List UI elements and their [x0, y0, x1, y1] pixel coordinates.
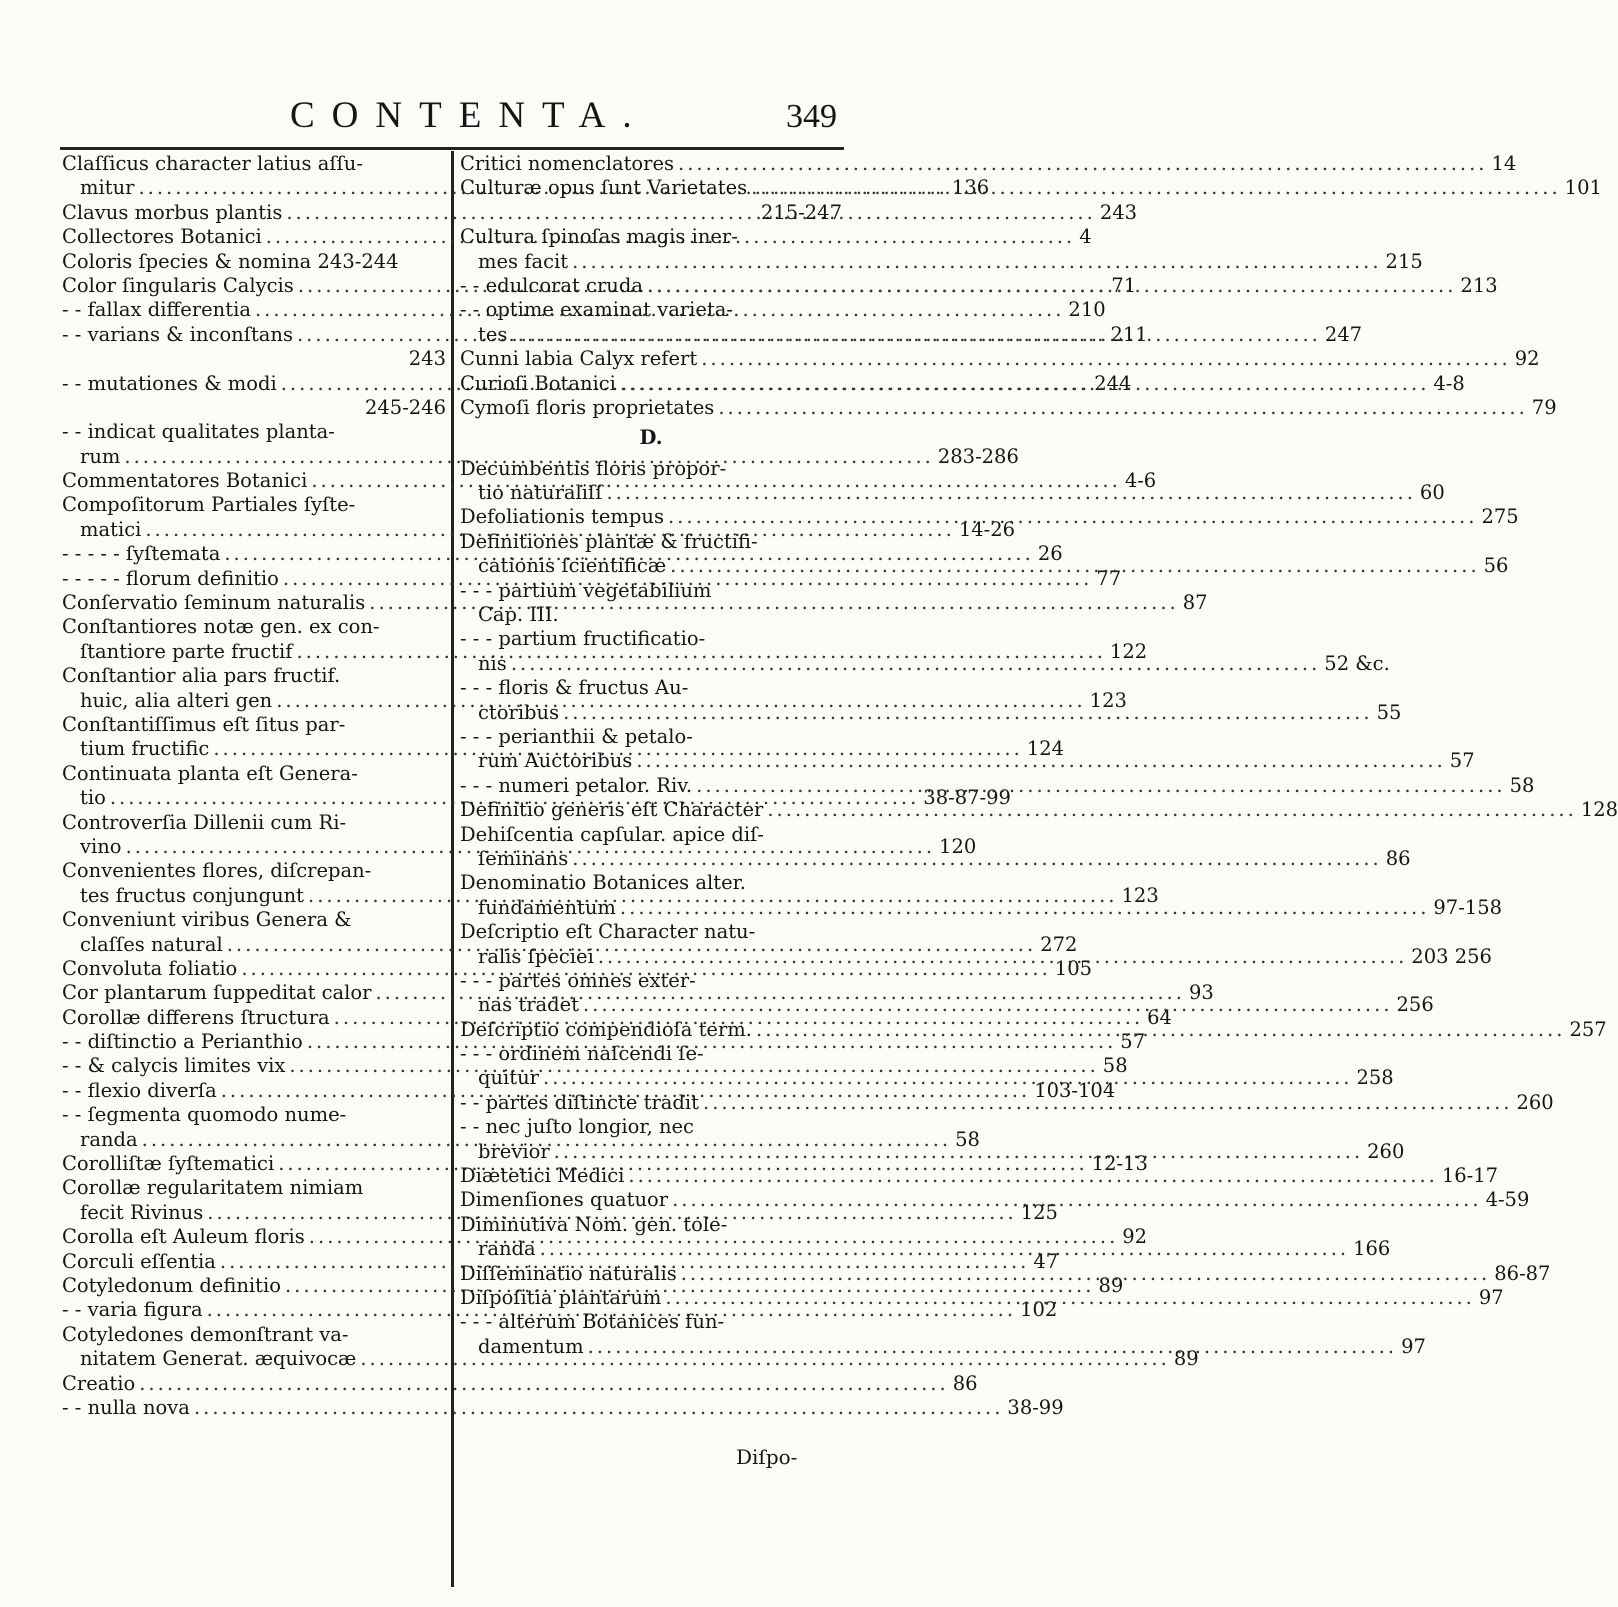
entry-text: Diætetici Medici	[460, 1164, 625, 1188]
leader-dots	[751, 176, 1560, 200]
page-reference: 101	[1564, 176, 1602, 200]
entry-text: tium fructific	[80, 737, 210, 761]
entry-text: Deſcriptio compendioſa term.	[460, 1017, 752, 1041]
entry-text: - - partes diſtincte tradit	[460, 1090, 699, 1114]
entry-text: Cunni labia Calyx refert	[460, 347, 698, 371]
entry-text: - - - partium fructificatio-	[460, 627, 706, 651]
entry-text: nitatem Generat. æquivocæ	[80, 1347, 357, 1371]
entry-text: Diſpoſitia plantarum	[460, 1285, 662, 1309]
index-entry	[460, 871, 842, 895]
index-entry	[460, 457, 842, 481]
index-entry	[460, 395, 1557, 420]
entry-text: - - - floris & fructus Au-	[460, 676, 689, 700]
index-entry	[62, 762, 446, 786]
index-entry	[460, 969, 842, 993]
page-reference: 86	[1385, 846, 1411, 870]
entry-text: Coloris ſpecies & nomina 243-244	[62, 249, 399, 273]
page-reference: 123	[1089, 688, 1127, 712]
page-reference: 4	[1079, 225, 1092, 249]
entry-text: Conſtantiſſimus eſt ſitus par-	[62, 712, 346, 736]
section-letter: D.	[639, 426, 663, 450]
page-reference: 260	[1516, 1090, 1554, 1114]
page-reference: 4-59	[1485, 1188, 1530, 1212]
entry-text: nis	[478, 651, 507, 675]
entry-text: - - - numeri petalor. Riv.	[460, 773, 693, 797]
page-reference: 4-8	[1433, 371, 1465, 395]
leader-dots	[598, 945, 1407, 969]
entry-text: Definitio generis eſt Character	[460, 798, 764, 822]
page-reference: 97	[1401, 1334, 1426, 1358]
entry-text: Corollæ regularitatem nimiam	[62, 1176, 364, 1200]
entry-text: - - flexio diverſa	[62, 1078, 217, 1102]
page-reference: 213	[1460, 273, 1498, 297]
leader-dots	[681, 1262, 1490, 1286]
entry-text: tes fructus conjungunt	[80, 883, 305, 907]
leader-dots	[554, 1140, 1363, 1164]
entry-text: Defoliationis tempus	[460, 505, 664, 529]
leader-dots	[628, 1164, 1437, 1188]
leader-dots	[636, 749, 1445, 773]
index-entry	[460, 225, 842, 249]
index-entry	[460, 1310, 842, 1334]
entry-text: tes	[478, 322, 508, 346]
page-reference: 16-17	[1441, 1164, 1499, 1188]
index-entry	[62, 420, 446, 444]
index-entry	[460, 530, 842, 554]
page-reference: 86-87	[1494, 1261, 1551, 1285]
entry-text: - - - - - ſyſtemata	[62, 542, 221, 566]
page-reference: 272	[1040, 932, 1078, 956]
entry-text: - - indicat qualitates planta-	[62, 420, 335, 444]
entry-text: - - nec juſto longior, nec	[460, 1115, 694, 1139]
entry-text: Corollæ differens ſtructura	[62, 1005, 330, 1029]
page-reference: 123	[1121, 883, 1159, 907]
index-entry	[62, 347, 446, 371]
page-reference: 58	[955, 1127, 980, 1151]
entry-text: Cultura ſpinoſas magis iner-	[460, 225, 738, 249]
entry-text: ſtantiore parte fructif	[80, 639, 293, 663]
index-entry	[62, 908, 446, 932]
index-entry	[460, 676, 842, 700]
entry-text: - - ſegmenta quomodo nume-	[62, 1103, 347, 1127]
page-reference: 57	[1120, 1030, 1146, 1054]
index-entry	[62, 1323, 446, 1347]
index-entry	[460, 1213, 842, 1237]
page-reference: 136	[951, 176, 990, 200]
index-entry	[62, 250, 446, 274]
entry-text: - - - - - florum definitio	[62, 566, 279, 590]
entry-text: Dehiſcentia capſular. apice diſ-	[460, 822, 764, 846]
page-reference: 38-87-99	[923, 786, 1011, 810]
entry-text: Cor plantarum ſuppeditat calor	[62, 981, 372, 1005]
index-entry	[460, 627, 842, 651]
leader-dots	[606, 481, 1415, 505]
page-reference: 57	[1449, 749, 1475, 773]
page-reference: 89	[1173, 1347, 1199, 1371]
leader-dots	[572, 847, 1381, 871]
page-reference: 71	[1111, 273, 1137, 297]
entry-text: - - edulcorat cruda	[460, 273, 643, 297]
entry-text: quitur	[478, 1066, 539, 1090]
entry-text: Conſtantior alia pars fructif.	[62, 664, 341, 688]
entry-text: Commentatores Botanici	[62, 469, 308, 493]
page-reference: 77	[1096, 566, 1122, 590]
page-reference: 38-99	[1007, 1395, 1064, 1419]
section-heading	[460, 426, 842, 450]
index-entry	[62, 1371, 978, 1396]
entry-text: mitur	[80, 176, 135, 200]
entry-text: Dimenſiones quatuor	[460, 1188, 669, 1212]
index-entry	[62, 1103, 446, 1127]
entry-text: randa	[478, 1237, 536, 1261]
page-reference: 14	[1491, 152, 1517, 175]
page-reference: 128	[1580, 798, 1618, 822]
entry-text: nas tradet	[478, 993, 580, 1017]
page-reference: 58	[1102, 1054, 1128, 1078]
page-reference: 105	[1054, 956, 1093, 980]
page-reference: 243	[1099, 200, 1138, 224]
page-reference: 260	[1367, 1139, 1405, 1163]
page-reference: 93	[1188, 981, 1214, 1005]
entry-text: Deſcriptio eſt Character natu-	[460, 920, 756, 944]
index-entry	[460, 725, 842, 749]
leader-dots	[670, 554, 1479, 578]
page-reference: 55	[1376, 700, 1402, 724]
entry-text: vino	[80, 834, 122, 858]
entry-text: matici	[80, 517, 142, 541]
index-entry	[460, 920, 842, 944]
page-reference: 257	[1569, 1017, 1607, 1041]
entry-text: - - - partium vegetabilium	[460, 578, 712, 602]
page-reference: 12-13	[1091, 1152, 1148, 1176]
page-reference: 210	[1068, 298, 1106, 322]
entry-text: Culturæ opus ſunt Varietates	[460, 176, 748, 200]
leader-dots	[511, 323, 1320, 347]
leader-dots	[540, 1237, 1349, 1261]
entry-text: rum Auctoribus	[478, 749, 633, 773]
leader-dots	[647, 274, 1456, 298]
page-reference: 64	[1147, 1005, 1172, 1029]
entry-text: Corolla eſt Auleum floris	[62, 1225, 305, 1249]
entry-text: Convenientes flores, diſcrepan-	[62, 859, 372, 883]
page-reference: 120	[939, 834, 977, 858]
page-reference: 124	[1026, 737, 1065, 761]
index-entry	[62, 152, 446, 176]
leader-dots	[767, 798, 1576, 822]
index-entry	[460, 1042, 842, 1066]
entry-text: - - diſtinctio a Perianthio	[62, 1030, 303, 1054]
entry-text: Curioſi Botanici	[460, 371, 616, 395]
entry-text: Cymoſi floris proprietates	[460, 395, 715, 419]
page-reference: 26	[1037, 542, 1063, 566]
leader-dots	[563, 701, 1372, 725]
leader-dots	[668, 505, 1477, 529]
entry-text: Collectores Botanici	[62, 225, 262, 249]
leader-dots	[701, 347, 1510, 371]
leader-dots	[665, 1286, 1474, 1310]
page-reference: 244	[1094, 371, 1132, 395]
page-reference: 97	[1478, 1285, 1504, 1309]
entry-text: damentum	[478, 1334, 584, 1358]
entry-text: claſſes natural	[80, 932, 223, 956]
entry-text: - - - alterum Botanices fun-	[460, 1310, 725, 1334]
page-reference: 4-6	[1124, 469, 1157, 493]
page-reference: 256	[1396, 993, 1434, 1017]
page-reference: 79	[1531, 395, 1557, 419]
index-entry	[62, 1347, 1199, 1371]
entry-text: cationis ſcientificæ	[478, 554, 667, 578]
entry-text: ralis ſpeciei	[478, 944, 594, 968]
leader-dots	[672, 1188, 1481, 1212]
leader-dots	[756, 1018, 1565, 1042]
index-entry	[62, 859, 446, 883]
entry-text: Denominatio Botanices alter.	[460, 871, 747, 895]
page-reference: 56	[1483, 554, 1509, 578]
entry-text: - - nulla nova	[62, 1395, 190, 1419]
index-entry	[62, 664, 446, 688]
index-entry	[62, 396, 446, 420]
index-entry	[460, 1115, 842, 1139]
entry-text: Cap. III.	[478, 603, 559, 627]
index-entry	[460, 298, 842, 322]
entry-text: Diminutiva Nom. gen. tole-	[460, 1212, 728, 1236]
entry-text: Decumbentis floris propor-	[460, 456, 727, 480]
page-number: 349	[786, 98, 837, 135]
entry-text: - - fallax differentia	[62, 298, 251, 322]
page-reference: 166	[1353, 1237, 1391, 1261]
entry-text: tio naturaliſſ	[478, 481, 603, 505]
page-reference: 89	[1098, 1273, 1124, 1297]
leader-dots	[696, 774, 1505, 798]
entry-text: huic, alia alteri gen	[80, 688, 273, 712]
page-reference: 245-246	[364, 395, 446, 419]
page-reference: 92	[1514, 347, 1540, 371]
page-reference: 52 &c.	[1324, 651, 1390, 675]
page-reference: 60	[1419, 481, 1445, 505]
index-entry	[460, 249, 1423, 274]
page-reference: 243	[408, 347, 446, 371]
page-reference: 211	[1110, 322, 1148, 346]
entry-text: Cotyledonum definitio	[62, 1273, 281, 1297]
leader-dots	[620, 896, 1429, 920]
entry-text: - - - perianthii & petalo-	[460, 724, 693, 748]
entry-text: Definitiones plantæ & fructifi-	[460, 529, 758, 553]
page-reference: 122	[1109, 639, 1148, 663]
entry-text: Corolliſtæ ſyſtematici	[62, 1152, 275, 1176]
leader-dots	[588, 1335, 1397, 1359]
entry-text: fundamentum	[478, 895, 616, 919]
page-reference: 58	[1509, 773, 1535, 797]
entry-text: Conſervatio ſeminum naturalis	[62, 591, 366, 615]
leader-dots	[572, 250, 1381, 274]
entry-text: - - - partes omnes exter-	[460, 968, 696, 992]
page-reference: 103-104	[1034, 1078, 1116, 1102]
page-reference: 102	[1020, 1298, 1058, 1322]
entry-text: Color ſingularis Calycis	[62, 273, 294, 297]
running-header: CONTENTA.	[290, 95, 649, 136]
index-entry	[62, 615, 446, 639]
entry-text: Continuata planta eſt Genera-	[62, 761, 358, 785]
leader-dots	[139, 1372, 948, 1396]
entry-text: Compoſitorum Partiales ſyſte-	[62, 493, 356, 517]
leader-dots	[511, 652, 1320, 676]
leader-dots	[678, 152, 1487, 176]
index-entry	[460, 201, 842, 225]
index-entry	[62, 1176, 446, 1200]
entry-text: - - varians & inconſtans	[62, 322, 293, 346]
page-reference: 247	[1324, 322, 1363, 346]
entry-text: Clavus morbus plantis	[62, 200, 283, 224]
entry-text: Conveniunt viribus Genera &	[62, 908, 352, 932]
header-rule	[60, 147, 844, 150]
leader-dots	[718, 396, 1527, 420]
entry-text: Creatio	[62, 1371, 136, 1395]
entry-text: - - optime examinat varieta-	[460, 298, 733, 322]
entry-text: tio	[80, 786, 106, 810]
leader-dots	[194, 1396, 1003, 1420]
index-entry	[460, 603, 842, 627]
entry-text: brevior	[478, 1139, 550, 1163]
entry-text: fecit Rivinus	[80, 1200, 204, 1224]
page-reference: 125	[1020, 1200, 1058, 1224]
page-reference: 14-26	[958, 517, 1016, 541]
page-reference: 283-286	[937, 444, 1019, 468]
entry-text: Controverſia Dillenii cum Ri-	[62, 810, 347, 834]
page-reference: 92	[1122, 1225, 1148, 1249]
entry-text: Diſſeminatio naturalis	[460, 1261, 677, 1285]
index-entry	[460, 347, 1540, 371]
page-reference: 215-247	[760, 200, 842, 224]
leader-dots	[620, 372, 1429, 396]
page-reference: 47	[1033, 1249, 1059, 1273]
page-reference: 258	[1356, 1066, 1394, 1090]
entry-text: randa	[80, 1127, 138, 1151]
entry-text: - - & calycis limites vix	[62, 1054, 286, 1078]
index-entry	[62, 1395, 1064, 1420]
entry-text: ctoribus	[478, 700, 560, 724]
entry-text: - - varia figura	[62, 1298, 203, 1322]
entry-text: - - - ordinem naſcendi ſe-	[460, 1042, 704, 1066]
index-entry	[62, 493, 446, 517]
leader-dots	[583, 993, 1392, 1017]
page-reference: 275	[1481, 505, 1519, 529]
leader-dots	[543, 1066, 1352, 1090]
catchword: Diſpo-	[736, 1445, 798, 1469]
entry-text: Conſtantiores notæ gen. ex con-	[62, 615, 380, 639]
entry-text: ſeminans	[478, 846, 569, 870]
index-entry	[460, 823, 842, 847]
index-entry	[460, 579, 842, 603]
entry-text: Convoluta foliatio	[62, 956, 238, 980]
entry-text: Critici nomenclatores	[460, 152, 675, 175]
index-entry	[62, 811, 446, 835]
entry-text: Corculi eſſentia	[62, 1249, 216, 1273]
entry-text: mes facit	[478, 249, 569, 273]
index-entry	[62, 713, 446, 737]
entry-text: Claſſicus character latius aſſu-	[62, 152, 363, 175]
entry-text: Cotyledones demonſtrant va-	[62, 1322, 349, 1346]
page-reference: 203 256	[1411, 944, 1492, 968]
page-reference: 97-158	[1433, 895, 1503, 919]
entry-text: rum	[80, 444, 121, 468]
page-reference: 87	[1182, 591, 1208, 615]
leader-dots	[703, 1091, 1512, 1115]
page-reference: 215	[1385, 249, 1423, 273]
page-reference: 86	[952, 1371, 978, 1395]
index-entry	[460, 152, 1517, 176]
entry-text: - - mutationes & modi	[62, 371, 277, 395]
